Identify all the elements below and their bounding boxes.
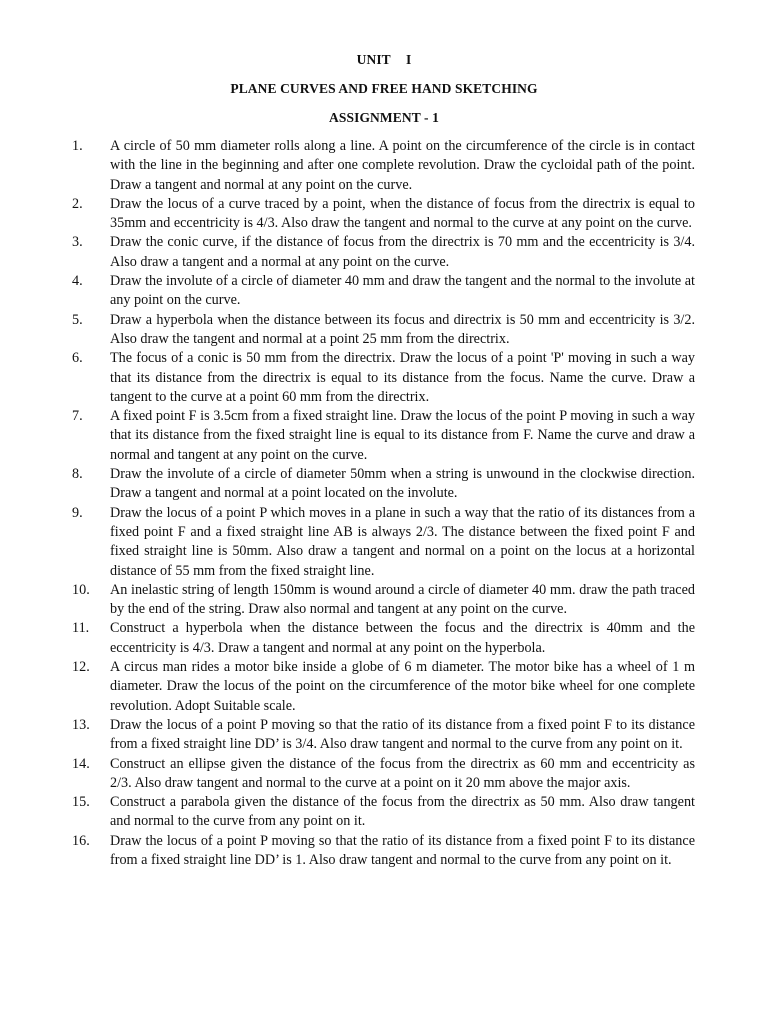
question-item — [72, 581, 695, 620]
unit-heading: UNIT I — [356, 52, 412, 67]
question-item — [72, 832, 695, 871]
question-item — [72, 755, 695, 794]
question-text: A circus man rides a motor bike inside a globe of 6 m diameter. The motor bike has a wheel of 1 m diameter. Draw the locus of the point on the circumference of the motor bike wheel for one complete revolution. Adopt Suitable scale. — [110, 659, 695, 714]
question-text: Draw the involute of a circle of diameter 40 mm and draw the tangent and the normal to the involute at any point on the curve. — [110, 273, 695, 309]
question-text: The focus of a conic is 50 mm from the directrix. Draw the locus of a point 'P' moving in such a way that its distance from the directrix is equal to its distance from the focus. Name the curve. Draw a tangent to the curve at a point 60 mm from the directrix. — [110, 350, 695, 405]
question-text: Draw the locus of a point P moving so that the ratio of its distance from a fixed point F to its distance from a fixed straight line DD’ is 3/4. Also draw tangent and normal to the curve from any point on it. — [110, 716, 695, 753]
question-number: 7. — [72, 408, 83, 425]
question-item — [72, 793, 695, 832]
question-item — [72, 195, 695, 234]
question-text: Draw the locus of a point P which moves in a plane in such a way that the ratio of its distances from a fixed point F and a fixed straight line AB is always 2/3. The distance between the fixed point F and fixed straight line is 50mm. Also draw a tangent and normal on a point on the locus at a horizontal distance of 55 mm from the fixed straight line. — [110, 504, 695, 579]
question-number: 15. — [72, 794, 90, 811]
assignment-heading: ASSIGNMENT - 1 — [329, 110, 439, 125]
question-item — [72, 619, 695, 658]
question-text: Draw the locus of a curve traced by a point, when the distance of focus from the directrix is equal to 35mm and eccentricity is 4/3. Also draw the tangent and normal to the curve at any point on the curve. — [110, 195, 695, 232]
question-item — [72, 349, 695, 407]
question-text: Draw the conic curve, if the distance of focus from the directrix is 70 mm and the eccentricity is 3/4. Also draw a tangent and a normal at any point on the curve. — [110, 234, 695, 270]
question-number: 12. — [72, 659, 90, 676]
question-number: 4. — [72, 273, 83, 290]
question-number: 5. — [72, 311, 83, 328]
question-item — [72, 716, 695, 755]
question-item — [72, 233, 695, 272]
question-item — [72, 272, 695, 311]
question-item — [72, 407, 695, 465]
question-item — [72, 504, 695, 581]
question-number: 14. — [72, 755, 90, 772]
question-text: Construct a parabola given the distance of the focus from the directrix as 50 mm. Also draw tangent and normal to the curve from any point on it. — [110, 794, 695, 830]
question-item — [72, 658, 695, 716]
question-number: 6. — [72, 350, 83, 367]
question-number: 1. — [72, 138, 83, 154]
question-text: Draw the involute of a circle of diameter 50mm when a string is unwound in the clockwise direction. Draw a tangent and normal at a point located on the involute. — [110, 466, 695, 502]
question-text: Draw the locus of a point P moving so that the ratio of its distance from a fixed point F to its distance from a fixed straight line DD’ is 1. Also draw tangent and normal to the curve from any point on it. — [110, 832, 695, 868]
question-number: 8. — [72, 466, 83, 483]
question-text: A circle of 50 mm diameter rolls along a line. A point on the circumference of the circle is in contact with the line in the beginning and after one complete revolution. Draw the cycloidal path of the point. Draw a tangent and normal at any point on the curve. — [110, 138, 695, 193]
question-text: Construct an ellipse given the distance of the focus from the directrix as 60 mm and eccentricity as 2/3. Also draw tangent and normal to the curve at a point on it 20 mm above the major axis. — [110, 755, 695, 791]
question-number: 16. — [72, 832, 90, 849]
question-text: Construct a hyperbola when the distance between the focus and the directrix is 40mm and the eccentricity is 4/3. Draw a tangent and normal at any point on the hyperbola. — [110, 620, 695, 656]
question-number: 9. — [72, 504, 83, 521]
question-item — [72, 465, 695, 504]
question-number: 2. — [72, 195, 83, 212]
question-text: An inelastic string of length 150mm is wound around a circle of diameter 40 mm. draw the path traced by the end of the string. Draw also normal and tangent at any point on the curve. — [110, 581, 695, 618]
question-number: 10. — [72, 581, 90, 598]
question-item — [72, 137, 695, 195]
question-text: A fixed point F is 3.5cm from a fixed straight line. Draw the locus of the point P moving in such a way that its distance from the fixed straight line is equal to its distance from F. Name the curve and draw a normal and tangent at any point on the curve. — [110, 408, 695, 463]
question-number: 13. — [72, 716, 90, 733]
question-number: 11. — [72, 620, 90, 637]
question-list — [72, 137, 695, 870]
question-text: Draw a hyperbola when the distance between its focus and directrix is 50 mm and eccentricity is 3/2. Also draw the tangent and normal at a point 25 mm from the directrix. — [110, 311, 695, 347]
question-item — [72, 311, 695, 350]
document-title: PLANE CURVES AND FREE HAND SKETCHING — [230, 81, 538, 96]
question-number: 3. — [72, 234, 83, 251]
